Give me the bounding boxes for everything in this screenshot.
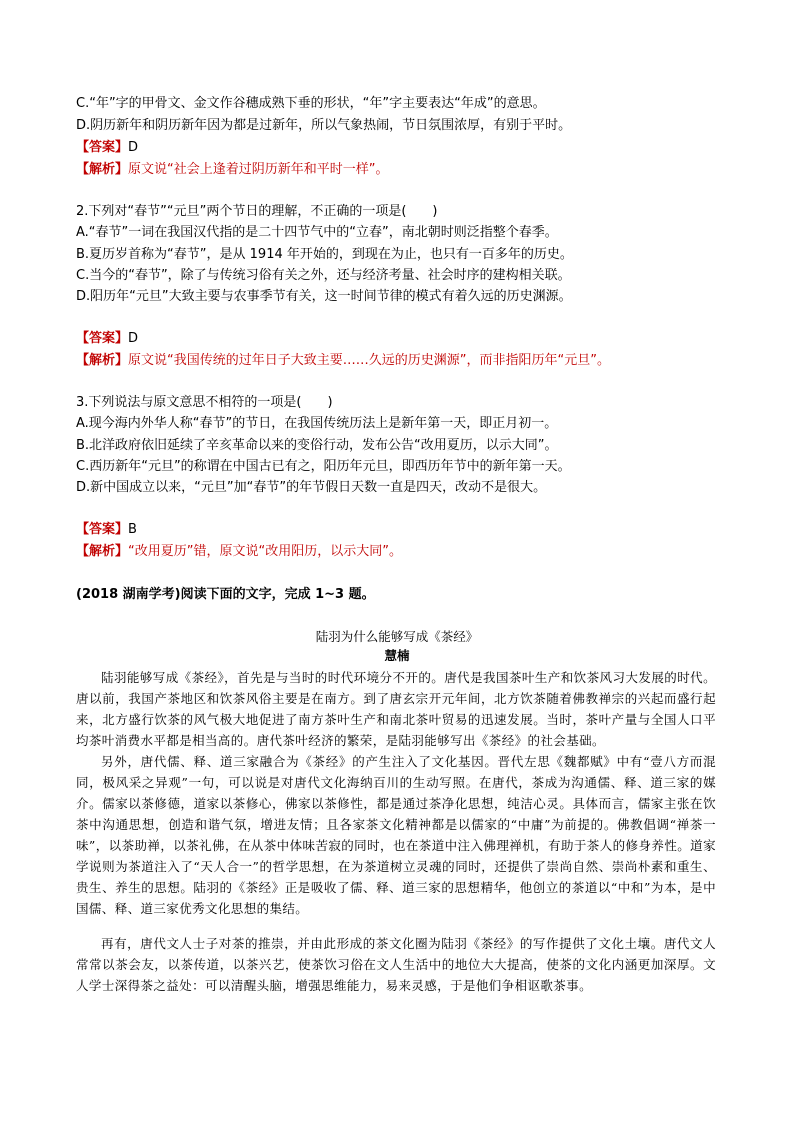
q3-answer [76, 521, 137, 539]
q2-option-b: B.夏历岁首称为“春节”，是从 1914 年开始的，到现在为止，也只有一百多年的历史。 [76, 247, 573, 262]
analysis-tag: 【解析】 [76, 353, 129, 368]
section-intro: (2018 湖南学考)阅读下面的文字，完成 1~3 题。 [76, 587, 375, 602]
article-body [76, 667, 716, 996]
analysis-tag: 【解析】 [76, 544, 129, 559]
answer-value: B [128, 522, 137, 537]
article-paragraph-1: 陆羽能够写成《茶经》，首先是与当时的时代环境分不开的。唐代是我国茶叶生产和饮茶风习大发展的时代。唐以前，我国产茶地区和饮茶风俗主要是在南方。到了唐玄宗开元年间，北方饮茶随着佛教禅宗的兴起而盛行起来，北方盛行饮茶的风气极大地促进了南方茶叶生产和南北茶叶贸易的迅速发展。当时，茶叶产量与全国人口平均茶叶消费水平都是相当高的。唐代茶叶经济的繁荣，是陆羽能够写出《茶经》的社会基础。 [76, 670, 716, 748]
analysis-text: “改用夏历”错，原文说“改用阳历，以示大同”。 [128, 544, 402, 559]
article-paragraph-2: 另外，唐代儒、释、道三家融合为《茶经》的产生注入了文化基因。晋代左思《魏都赋》中有“壹八方而混同，极风采之异观”一句，可以说是对唐代文化海纳百川的生动写照。在唐代，茶成为沟通儒、释、道三家的媒介。儒家以茶修德，道家以茶修心，佛家以茶修性，都是通过茶净化思想，纯洁心灵。具体而言，儒家主张在饮茶中沟通思想，创造和谐气氛，增进友情；且各家茶文化精神都是以儒家的“中庸”为前提的。佛教倡调“禅茶一味”，以茶助禅，以茶礼佛，在从茶中体味苦寂的同时，也在茶道中注入佛理禅机，有助于茶人的修身养性。道家学说则为茶道注入了“天人合一”的哲学思想，在为茶道树立灵魂的同时，还提供了崇尚自然、崇尚朴素和重生、贵生、养生的思想。陆羽的《茶经》正是吸收了儒、释、道三家的思想精华，他创立的茶道以“中和”为本，是中国儒、释、道三家优秀文化思想的集结。 [76, 754, 716, 916]
q2-option-a: A.“春节”一词在我国汉代指的是二十四节气中的“立春”，南北朝时则泛指整个春季。 [76, 225, 558, 240]
article-author: 慧楠 [384, 648, 410, 663]
article-paragraph-3: 再有，唐代文人士子对茶的推崇，并由此形成的茶文化圈为陆羽《茶经》的写作提供了文化土壤。唐代文人常常以茶会友，以茶传道，以茶兴艺，使茶饮习俗在文人生活中的地位大大提高，使茶的文化内涵更加深厚。文人学士深得茶之益处：可以清醒头脑，增强思维能力，易来灵感，于是他们争相讴歌茶事。 [76, 936, 716, 993]
analysis-tag: 【解析】 [76, 162, 129, 177]
analysis-text: 原文说“社会上逢着过阴历新年和平时一样”。 [128, 162, 389, 177]
answer-value: D [128, 140, 139, 155]
q2-option-c: C.当今的“春节”，除了与传统习俗有关之外，还与经济考量、社会时序的建构相关联。 [76, 268, 571, 283]
answer-tag: 【答案】 [76, 140, 129, 155]
q1-option-d: D.阴历新年和阴历新年因为都是过新年，所以气象热闹，节日氛围浓厚，有别于平时。 [76, 118, 572, 133]
answer-tag: 【答案】 [76, 331, 129, 346]
answer-value: D [128, 331, 139, 346]
q3-option-a: A.现今海内外华人称“春节”的节日，在我国传统历法上是新年第一天，即正月初一。 [76, 416, 558, 431]
q1-analysis [76, 161, 389, 179]
q2-stem: 2.下列对“春节”“元旦”两个节日的理解，不正确的一项是( ) [76, 204, 438, 219]
answer-tag: 【答案】 [76, 522, 129, 537]
q1-option-c: C.“年”字的甲骨文、金文作谷穗成熟下垂的形状，“年”字主要表达“年成”的意思。 [76, 96, 546, 111]
q2-option-d: D.阳历年“元旦”大致主要与农事季节有关，这一时间节律的模式有着久远的历史渊源。 [76, 289, 572, 304]
article-title: 陆羽为什么能够写成《茶经》 [315, 629, 479, 644]
q3-option-b: B.北洋政府依旧延续了辛亥革命以来的变俗行动，发布公告“改用夏历，以示大同”。 [76, 438, 558, 453]
q2-analysis [76, 352, 610, 370]
q3-stem: 3.下列说法与原文意思不相符的一项是( ) [76, 395, 333, 410]
q3-analysis [76, 543, 402, 561]
q3-option-c: C.西历新年“元旦”的称谓在中国古已有之，阳历年元旦，即西历年节中的新年第一天。 [76, 459, 571, 474]
analysis-text: 原文说“我国传统的过年日子大致主要……久远的历史渊源”，而非指阳历年“元旦”。 [128, 353, 610, 368]
q2-answer [76, 330, 138, 348]
q3-option-d: D.新中国成立以来，“元旦”加“春节”的年节假日天数一直是四天，改动不是很大。 [76, 480, 547, 495]
q1-answer [76, 139, 138, 157]
